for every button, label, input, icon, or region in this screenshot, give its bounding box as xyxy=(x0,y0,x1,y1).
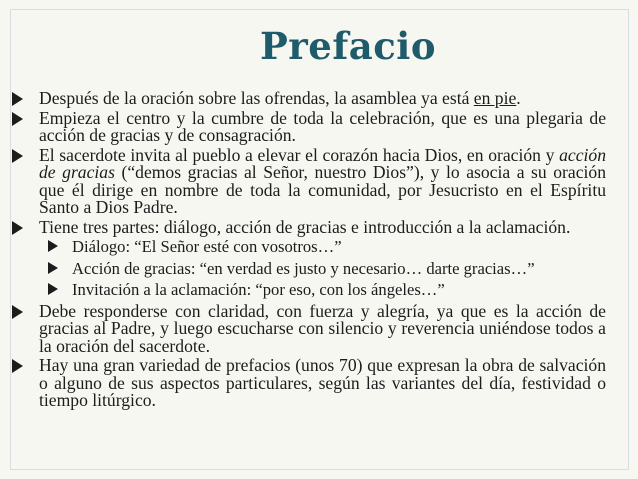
frame-border-bottom xyxy=(10,469,629,470)
triangle-bullet-icon xyxy=(48,283,58,295)
bullet-item xyxy=(12,107,606,145)
bullet-item xyxy=(12,357,606,410)
sub-bullet-item xyxy=(12,238,606,256)
triangle-bullet-icon xyxy=(12,359,23,373)
triangle-bullet-icon xyxy=(12,149,23,163)
bullet-item xyxy=(12,90,606,108)
bullet-item xyxy=(12,216,606,237)
frame-border-right xyxy=(628,9,629,470)
underlined-text: en pie xyxy=(473,88,517,108)
bullet-item xyxy=(12,300,606,356)
bullet-text: Empieza el centro y la cumbre de toda la celebración, que es una plegaria de acción de gracias y de consagración. xyxy=(39,107,606,145)
bullet-text: Tiene tres partes: diálogo, acción de gracias e introducción a la aclamación. xyxy=(39,216,571,237)
bullet-text: El sacerdote invita al pueblo a elevar el corazón hacia Dios, en oración y xyxy=(39,144,560,165)
triangle-bullet-icon xyxy=(12,112,23,126)
bullet-text: Debe responderse con claridad, con fuerza y alegría, ya que es la acción de gracias al Padre, y luego escucharse con silencio y reverencia uniéndose todos a la oración del sacerdote. xyxy=(39,300,606,356)
bullet-text: . xyxy=(516,88,521,108)
slide-title: Prefacio xyxy=(259,24,436,68)
bullet-text: (“demos gracias al Señor, nuestro Dios”), y lo asocia a su oración que él dirige en nombre de toda la comunidad, por Jesucristo en el Espíritu Santo a Dios Padre. xyxy=(39,162,606,217)
bullet-text: Hay una gran variedad de prefacios (unos 70) que expresan la obra de salvación o alguno de sus aspectos particulares, según las variantes del día, festividad o tiempo litúrgico. xyxy=(39,355,606,410)
sub-bullet-item xyxy=(12,281,606,299)
bullet-text: Después de la oración sobre las ofrendas, la asamblea ya está xyxy=(39,88,474,108)
sub-bullet-item xyxy=(12,260,606,278)
bullet-list xyxy=(12,90,606,412)
triangle-bullet-icon xyxy=(12,92,23,106)
frame-border-top xyxy=(10,9,628,10)
triangle-bullet-icon xyxy=(12,305,23,319)
sub-bullet-text: Invitación a la aclamación: “por eso, con los ángeles…” xyxy=(72,280,445,299)
triangle-bullet-icon xyxy=(48,262,58,274)
frame-border-left xyxy=(10,9,11,470)
italic-text: acción de gracias xyxy=(39,144,606,182)
triangle-bullet-icon xyxy=(12,221,23,235)
sub-bullet-text: Diálogo: “El Señor esté con vosotros…” xyxy=(72,237,342,256)
sub-bullet-text: Acción de gracias: “en verdad es justo y necesario… darte gracias…” xyxy=(72,258,535,278)
triangle-bullet-icon xyxy=(48,240,58,252)
bullet-item xyxy=(12,144,606,217)
